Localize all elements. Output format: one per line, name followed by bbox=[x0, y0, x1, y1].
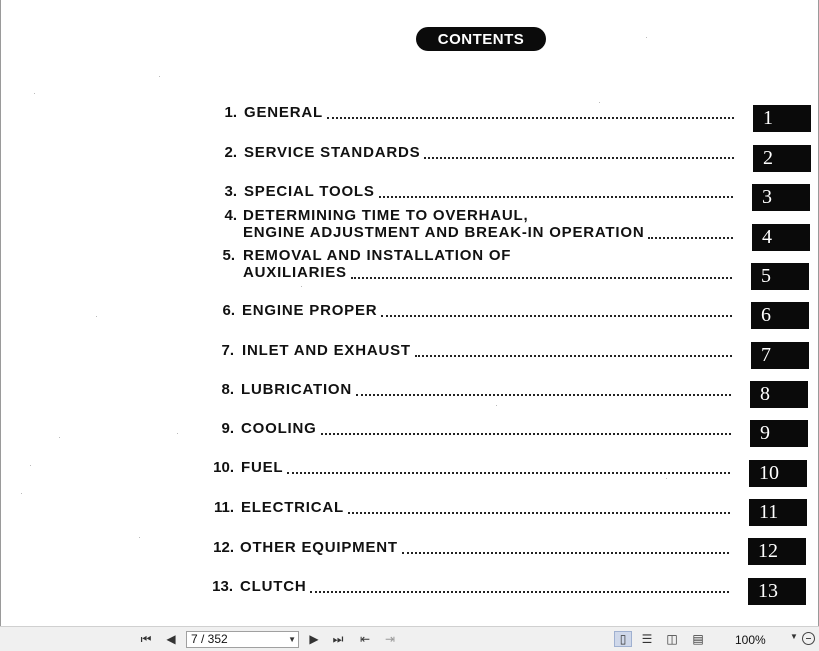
scan-speck bbox=[159, 76, 160, 77]
section-tab[interactable]: 5 bbox=[751, 263, 809, 290]
section-tab[interactable]: 3 bbox=[752, 184, 810, 211]
toc-entry-number: 9. bbox=[221, 420, 234, 437]
scan-speck bbox=[59, 437, 60, 438]
scan-speck bbox=[96, 316, 97, 317]
toc-entry-label[interactable]: COOLING bbox=[241, 420, 317, 437]
continuous-facing-view-icon[interactable]: ▤ bbox=[692, 632, 704, 646]
toc-entry-label[interactable]: INLET AND EXHAUST bbox=[242, 342, 411, 359]
toc-entry-number: 10. bbox=[213, 459, 234, 476]
toc-entry-number: 2. bbox=[224, 144, 237, 161]
toc-leader-dots bbox=[424, 157, 734, 159]
toc-entry-label[interactable]: LUBRICATION bbox=[241, 381, 353, 398]
contents-title: CONTENTS bbox=[416, 27, 546, 51]
toc-leader-dots bbox=[321, 433, 731, 435]
toc-leader-dots bbox=[648, 237, 733, 239]
toc-entry-label[interactable]: GENERAL bbox=[244, 104, 323, 121]
zoom-dropdown-icon[interactable]: ▼ bbox=[790, 632, 798, 641]
section-tab[interactable]: 7 bbox=[751, 342, 809, 369]
toc-entry-number: 5. bbox=[222, 247, 235, 264]
toc-leader-dots bbox=[348, 512, 730, 514]
toc-entry-label[interactable]: ENGINE PROPER bbox=[242, 302, 378, 319]
first-page-icon[interactable]: ⏮ bbox=[140, 632, 152, 646]
toc-leader-dots bbox=[351, 277, 732, 279]
section-tab[interactable]: 10 bbox=[749, 460, 807, 487]
section-tab[interactable]: 8 bbox=[750, 381, 808, 408]
toc-leader-dots bbox=[415, 355, 732, 357]
toc-entry-label[interactable]: DETERMINING TIME TO OVERHAUL, bbox=[243, 207, 529, 224]
toc-entry-number: 12. bbox=[213, 539, 234, 556]
scan-speck bbox=[30, 465, 31, 466]
section-tab[interactable]: 4 bbox=[752, 224, 810, 251]
toc-entry-label[interactable]: SPECIAL TOOLS bbox=[244, 183, 375, 200]
single-page-view-icon[interactable]: ▯ bbox=[614, 631, 632, 647]
toc-entry-label[interactable]: SERVICE STANDARDS bbox=[244, 144, 421, 161]
section-tab[interactable]: 9 bbox=[750, 420, 808, 447]
toc-leader-dots bbox=[327, 117, 734, 119]
toc-leader-dots bbox=[379, 196, 733, 198]
prev-page-icon[interactable]: ◀ bbox=[166, 632, 176, 646]
toc-entry-number: 3. bbox=[224, 183, 237, 200]
go-forward-view-icon[interactable]: ⇥ bbox=[384, 632, 396, 646]
section-tab[interactable]: 11 bbox=[749, 499, 807, 526]
toc-entry-number: 8. bbox=[221, 381, 234, 398]
toc-entry-label[interactable]: REMOVAL AND INSTALLATION OF bbox=[243, 247, 512, 264]
toc-entry-label[interactable]: ELECTRICAL bbox=[241, 499, 344, 516]
scan-speck bbox=[177, 433, 178, 434]
facing-view-icon[interactable]: ◫ bbox=[666, 632, 678, 646]
toc-leader-dots bbox=[381, 315, 732, 317]
zoom-out-icon[interactable] bbox=[802, 632, 815, 645]
scan-speck bbox=[21, 493, 22, 494]
toc-entry-number: 6. bbox=[222, 302, 235, 319]
toc-entry-label[interactable]: OTHER EQUIPMENT bbox=[240, 539, 398, 556]
scan-speck bbox=[139, 537, 140, 538]
toc-leader-dots bbox=[356, 394, 731, 396]
section-tab[interactable]: 12 bbox=[748, 538, 806, 565]
section-tab[interactable]: 2 bbox=[753, 145, 811, 172]
continuous-view-icon[interactable]: ☰ bbox=[641, 632, 653, 646]
toc-entry-number: 7. bbox=[221, 342, 234, 359]
scan-speck bbox=[301, 286, 302, 287]
page-number-input[interactable] bbox=[186, 631, 299, 648]
section-tab[interactable]: 6 bbox=[751, 302, 809, 329]
viewer-toolbar bbox=[0, 626, 819, 651]
toc-entry-label[interactable]: CLUTCH bbox=[240, 578, 307, 595]
toc-entry-number: 11. bbox=[213, 499, 234, 516]
scan-speck bbox=[599, 102, 600, 103]
section-tab[interactable]: 13 bbox=[748, 578, 806, 605]
toc-leader-dots bbox=[287, 472, 730, 474]
toc-entry-label[interactable]: AUXILIARIES bbox=[243, 264, 347, 281]
scan-speck bbox=[496, 405, 497, 406]
scan-speck bbox=[666, 478, 667, 479]
go-back-view-icon[interactable]: ⇤ bbox=[359, 632, 371, 646]
zoom-level[interactable]: 100% bbox=[735, 633, 766, 647]
last-page-icon[interactable]: ⏭ bbox=[332, 632, 344, 646]
section-tab[interactable]: 1 bbox=[753, 105, 811, 132]
scan-speck bbox=[646, 37, 647, 38]
toc-leader-dots bbox=[310, 591, 729, 593]
toc-entry-number: 1. bbox=[224, 104, 237, 121]
toc-leader-dots bbox=[402, 552, 729, 554]
toc-entry-label[interactable]: FUEL bbox=[241, 459, 284, 476]
toc-entry-number: 4. bbox=[224, 207, 237, 224]
chevron-down-icon[interactable]: ▼ bbox=[288, 635, 296, 644]
toc-entry-label[interactable]: ENGINE ADJUSTMENT AND BREAK-IN OPERATION bbox=[243, 224, 645, 241]
toc-entry-number: 13. bbox=[212, 578, 233, 595]
next-page-icon[interactable]: ▶ bbox=[309, 632, 319, 646]
page-indicator: 7 / 352 bbox=[191, 632, 228, 646]
scan-speck bbox=[34, 93, 35, 94]
